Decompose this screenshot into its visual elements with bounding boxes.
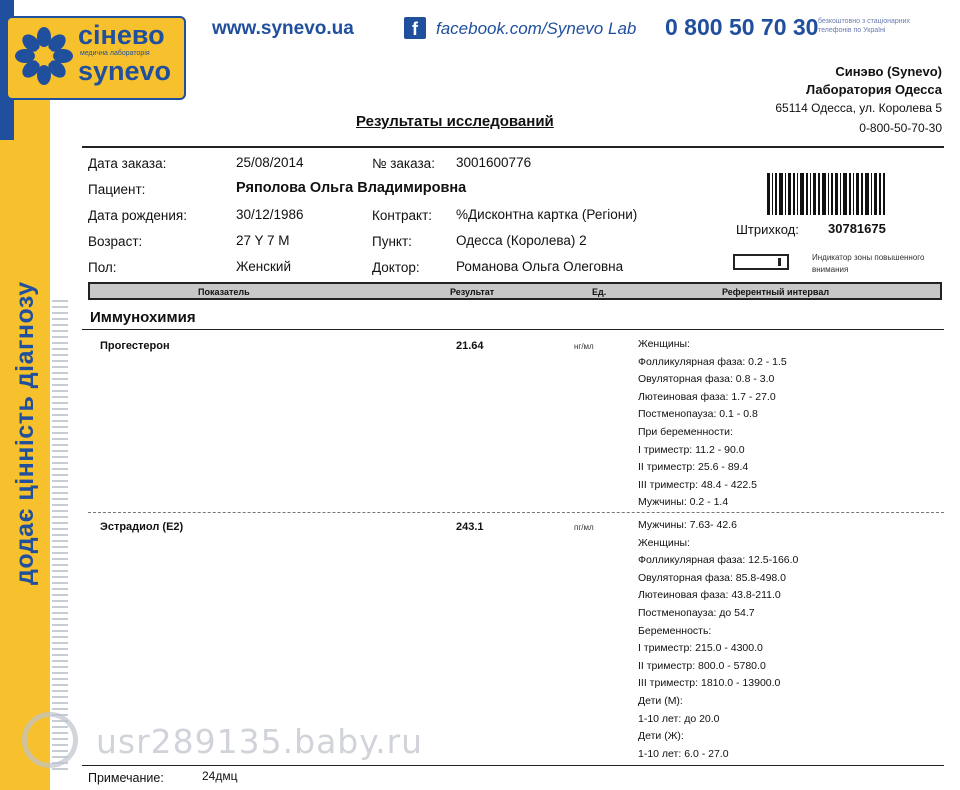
facebook-icon: f bbox=[404, 17, 426, 39]
lab-phone: 0-800-50-70-30 bbox=[859, 121, 942, 135]
ref-line: Дети (М): bbox=[638, 694, 683, 707]
doctor-label: Доктор: bbox=[372, 260, 420, 275]
order-no: 3001600776 bbox=[456, 155, 532, 170]
hotline-note: безкоштовно з стаціонарних телефонів по Україні bbox=[818, 18, 911, 34]
logo-text-ua: сінево bbox=[78, 20, 165, 50]
ref-line: Лютеиновая фаза: 1.7 - 27.0 bbox=[638, 390, 776, 403]
point-label: Пункт: bbox=[372, 234, 412, 249]
col-header-reference: Референтный интервал bbox=[722, 287, 830, 297]
ref-line: Овуляторная фаза: 85.8-498.0 bbox=[638, 571, 787, 584]
section-divider bbox=[82, 329, 944, 330]
logo-text-en: synevo bbox=[78, 56, 172, 86]
birth-label: Дата рождения: bbox=[88, 208, 187, 223]
test-result: 243.1 bbox=[456, 521, 484, 533]
lab-city: Лаборатория Одесса bbox=[805, 82, 942, 97]
side-fine-print bbox=[52, 300, 68, 770]
ref-line: Дети (Ж): bbox=[638, 730, 684, 743]
logo-subtitle: медична лабораторія bbox=[80, 50, 150, 57]
hotline-phone[interactable]: 0 800 50 70 30 bbox=[665, 14, 819, 40]
test-unit: нг/мл bbox=[574, 342, 594, 351]
ref-line: Фолликулярная фаза: 0.2 - 1.5 bbox=[638, 355, 787, 368]
ref-line: III триместр: 48.4 - 422.5 bbox=[638, 478, 758, 491]
ref-line: II триместр: 25.6 - 89.4 bbox=[638, 461, 749, 474]
ref-line: III триместр: 1810.0 - 13900.0 bbox=[638, 677, 781, 690]
order-no-label: № заказа: bbox=[372, 156, 435, 171]
ref-line: Женщины: bbox=[638, 338, 690, 350]
divider bbox=[82, 146, 944, 148]
col-header-result: Результат bbox=[450, 287, 495, 297]
note-value: 24дмц bbox=[202, 769, 238, 783]
sex-label: Пол: bbox=[88, 260, 117, 275]
ref-line: Постменопауза: 0.1 - 0.8 bbox=[638, 408, 758, 421]
doctor-value: Романова Ольга Олеговна bbox=[456, 259, 624, 274]
flower-logo-icon bbox=[14, 26, 74, 86]
reference-range bbox=[638, 517, 798, 763]
col-header-unit: Ед. bbox=[592, 287, 607, 297]
watermark-icon bbox=[22, 712, 78, 768]
order-date-label: Дата заказа: bbox=[88, 156, 167, 171]
age-value: 27 Y 7 M bbox=[236, 233, 290, 248]
section-title: Иммунохимия bbox=[90, 309, 196, 326]
ref-line: 1-10 лет: 6.0 - 27.0 bbox=[638, 747, 729, 760]
age-label: Возраст: bbox=[88, 234, 143, 249]
ref-line: Беременность: bbox=[638, 624, 712, 637]
ref-line: При беременности: bbox=[638, 425, 733, 438]
indicator-icon bbox=[733, 254, 789, 270]
order-date: 25/08/2014 bbox=[236, 155, 304, 170]
barcode-icon bbox=[767, 173, 885, 215]
ref-line: Мужчины: 7.63- 42.6 bbox=[638, 519, 737, 531]
watermark: usr289135.baby.ru bbox=[96, 722, 424, 761]
contract-label: Контракт: bbox=[372, 208, 433, 223]
ref-line: Женщины: bbox=[638, 536, 690, 549]
ref-line: Постменопауза: до 54.7 bbox=[638, 606, 755, 619]
table-header bbox=[88, 282, 942, 300]
test-unit: пг/мл bbox=[574, 523, 594, 532]
website-link[interactable]: www.synevo.ua bbox=[212, 18, 354, 39]
patient-label: Пациент: bbox=[88, 182, 146, 197]
barcode-value: 30781675 bbox=[828, 221, 886, 236]
test-name: Эстрадиол (Е2) bbox=[100, 521, 184, 533]
ref-line: 1-10 лет: до 20.0 bbox=[638, 712, 720, 725]
ref-line: I триместр: 215.0 - 4300.0 bbox=[638, 642, 763, 655]
lab-address: 65114 Одесса, ул. Королева 5 bbox=[775, 101, 942, 115]
ref-line: Фолликулярная фаза: 12.5-166.0 bbox=[638, 554, 799, 567]
row-divider bbox=[88, 512, 944, 513]
facebook-link[interactable]: facebook.com/Synevo Lab bbox=[436, 19, 637, 38]
test-result: 21.64 bbox=[456, 340, 484, 352]
ref-line: I триместр: 11.2 - 90.0 bbox=[638, 443, 745, 456]
indicator-text: Индикатор зоны повышенного внимания bbox=[812, 253, 925, 274]
patient-name: Ряполова Ольга Владимировна bbox=[236, 180, 467, 196]
ref-line: Овуляторная фаза: 0.8 - 3.0 bbox=[638, 373, 775, 386]
reference-range bbox=[638, 336, 787, 512]
ref-line: Лютеиновая фаза: 43.8-211.0 bbox=[638, 589, 781, 602]
test-name: Прогестерон bbox=[100, 340, 170, 352]
page-title: Результаты исследований bbox=[356, 113, 554, 130]
note-label: Примечание: bbox=[88, 771, 164, 785]
footer-divider bbox=[82, 765, 944, 766]
sex-value: Женский bbox=[236, 259, 292, 274]
ref-line: Мужчины: 0.2 - 1.4 bbox=[638, 496, 729, 509]
col-header-indicator: Показатель bbox=[198, 287, 250, 297]
side-tagline: додає цінність діагнозу bbox=[11, 281, 39, 585]
birth-date: 30/12/1986 bbox=[236, 207, 304, 222]
contract-value: %Дисконтна картка (Регіони) bbox=[456, 207, 638, 222]
lab-name: Синэво (Synevo) bbox=[835, 64, 942, 79]
barcode-label: Штрихкод: bbox=[736, 222, 799, 237]
point-value: Одесса (Королева) 2 bbox=[456, 233, 587, 248]
ref-line: II триместр: 800.0 - 5780.0 bbox=[638, 659, 766, 672]
